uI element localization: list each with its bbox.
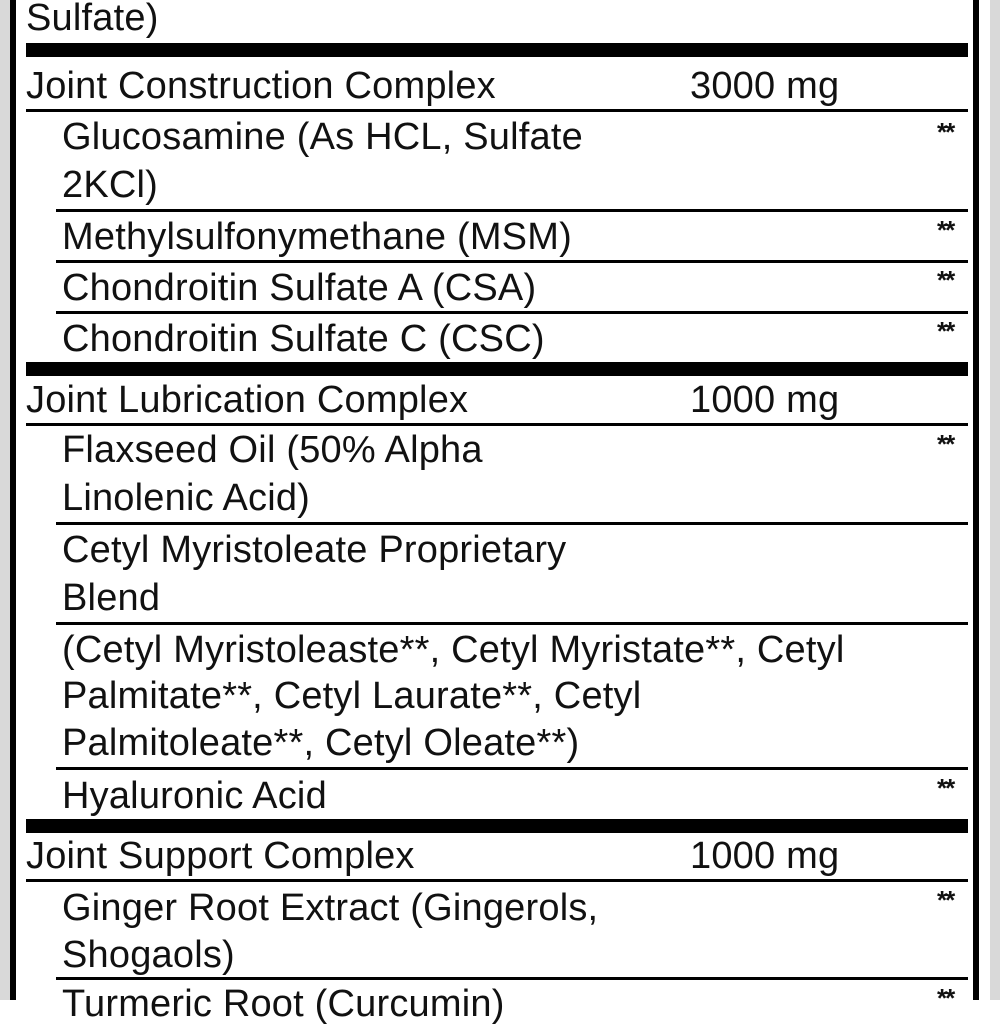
row-divider (56, 622, 968, 625)
item-line: Palmitoleate**, Cetyl Oleate**) (62, 722, 580, 764)
top-fragment-text: Sulfate) (26, 0, 159, 39)
item-line: Hyaluronic Acid (62, 775, 327, 817)
dv-marker: ** (937, 885, 954, 915)
item-line: Blend (62, 577, 161, 619)
group-amount: 1000 mg (690, 835, 840, 877)
section-divider (26, 819, 968, 833)
dv-marker: ** (937, 316, 954, 346)
item-line: 2KCl) (62, 164, 159, 206)
dv-marker: ** (937, 215, 954, 245)
row-divider (56, 767, 968, 770)
dv-marker: ** (937, 983, 954, 1013)
section-divider (26, 43, 968, 57)
group-amount: 1000 mg (690, 379, 840, 421)
item-line: Shogaols) (62, 934, 235, 976)
group-name: Joint Construction Complex (26, 65, 496, 107)
group-amount: 3000 mg (690, 65, 840, 107)
row-divider (26, 879, 968, 882)
dv-marker: ** (937, 117, 954, 147)
item-line: Palmitate**, Cetyl Laurate**, Cetyl (62, 675, 642, 717)
item-line: Cetyl Myristoleate Proprietary (62, 529, 567, 571)
item-line: Chondroitin Sulfate C (CSC) (62, 318, 545, 360)
left-border (0, 0, 10, 1000)
left-frame-line (10, 0, 16, 1000)
item-line: Turmeric Root (Curcumin) (62, 983, 505, 1025)
item-line: Glucosamine (As HCL, Sulfate (62, 116, 583, 158)
right-frame-line (973, 0, 979, 1000)
dv-marker: ** (937, 265, 954, 295)
item-line: Linolenic Acid) (62, 477, 311, 519)
dv-marker: ** (937, 773, 954, 803)
row-divider (26, 109, 968, 112)
item-line: Chondroitin Sulfate A (CSA) (62, 267, 537, 309)
row-divider (56, 260, 968, 263)
row-divider (56, 522, 968, 525)
item-line: Ginger Root Extract (Gingerols, (62, 887, 599, 929)
group-name: Joint Lubrication Complex (26, 379, 469, 421)
item-line: Flaxseed Oil (50% Alpha (62, 429, 483, 471)
item-line: (Cetyl Myristoleaste**, Cetyl Myristate**, Cetyl (62, 629, 845, 671)
row-divider (56, 311, 968, 314)
row-divider (56, 209, 968, 212)
dv-marker: ** (937, 429, 954, 459)
right-border (990, 0, 1000, 1000)
item-line: Methylsulfonymethane (MSM) (62, 216, 572, 258)
group-name: Joint Support Complex (26, 835, 415, 877)
section-divider (26, 362, 968, 376)
